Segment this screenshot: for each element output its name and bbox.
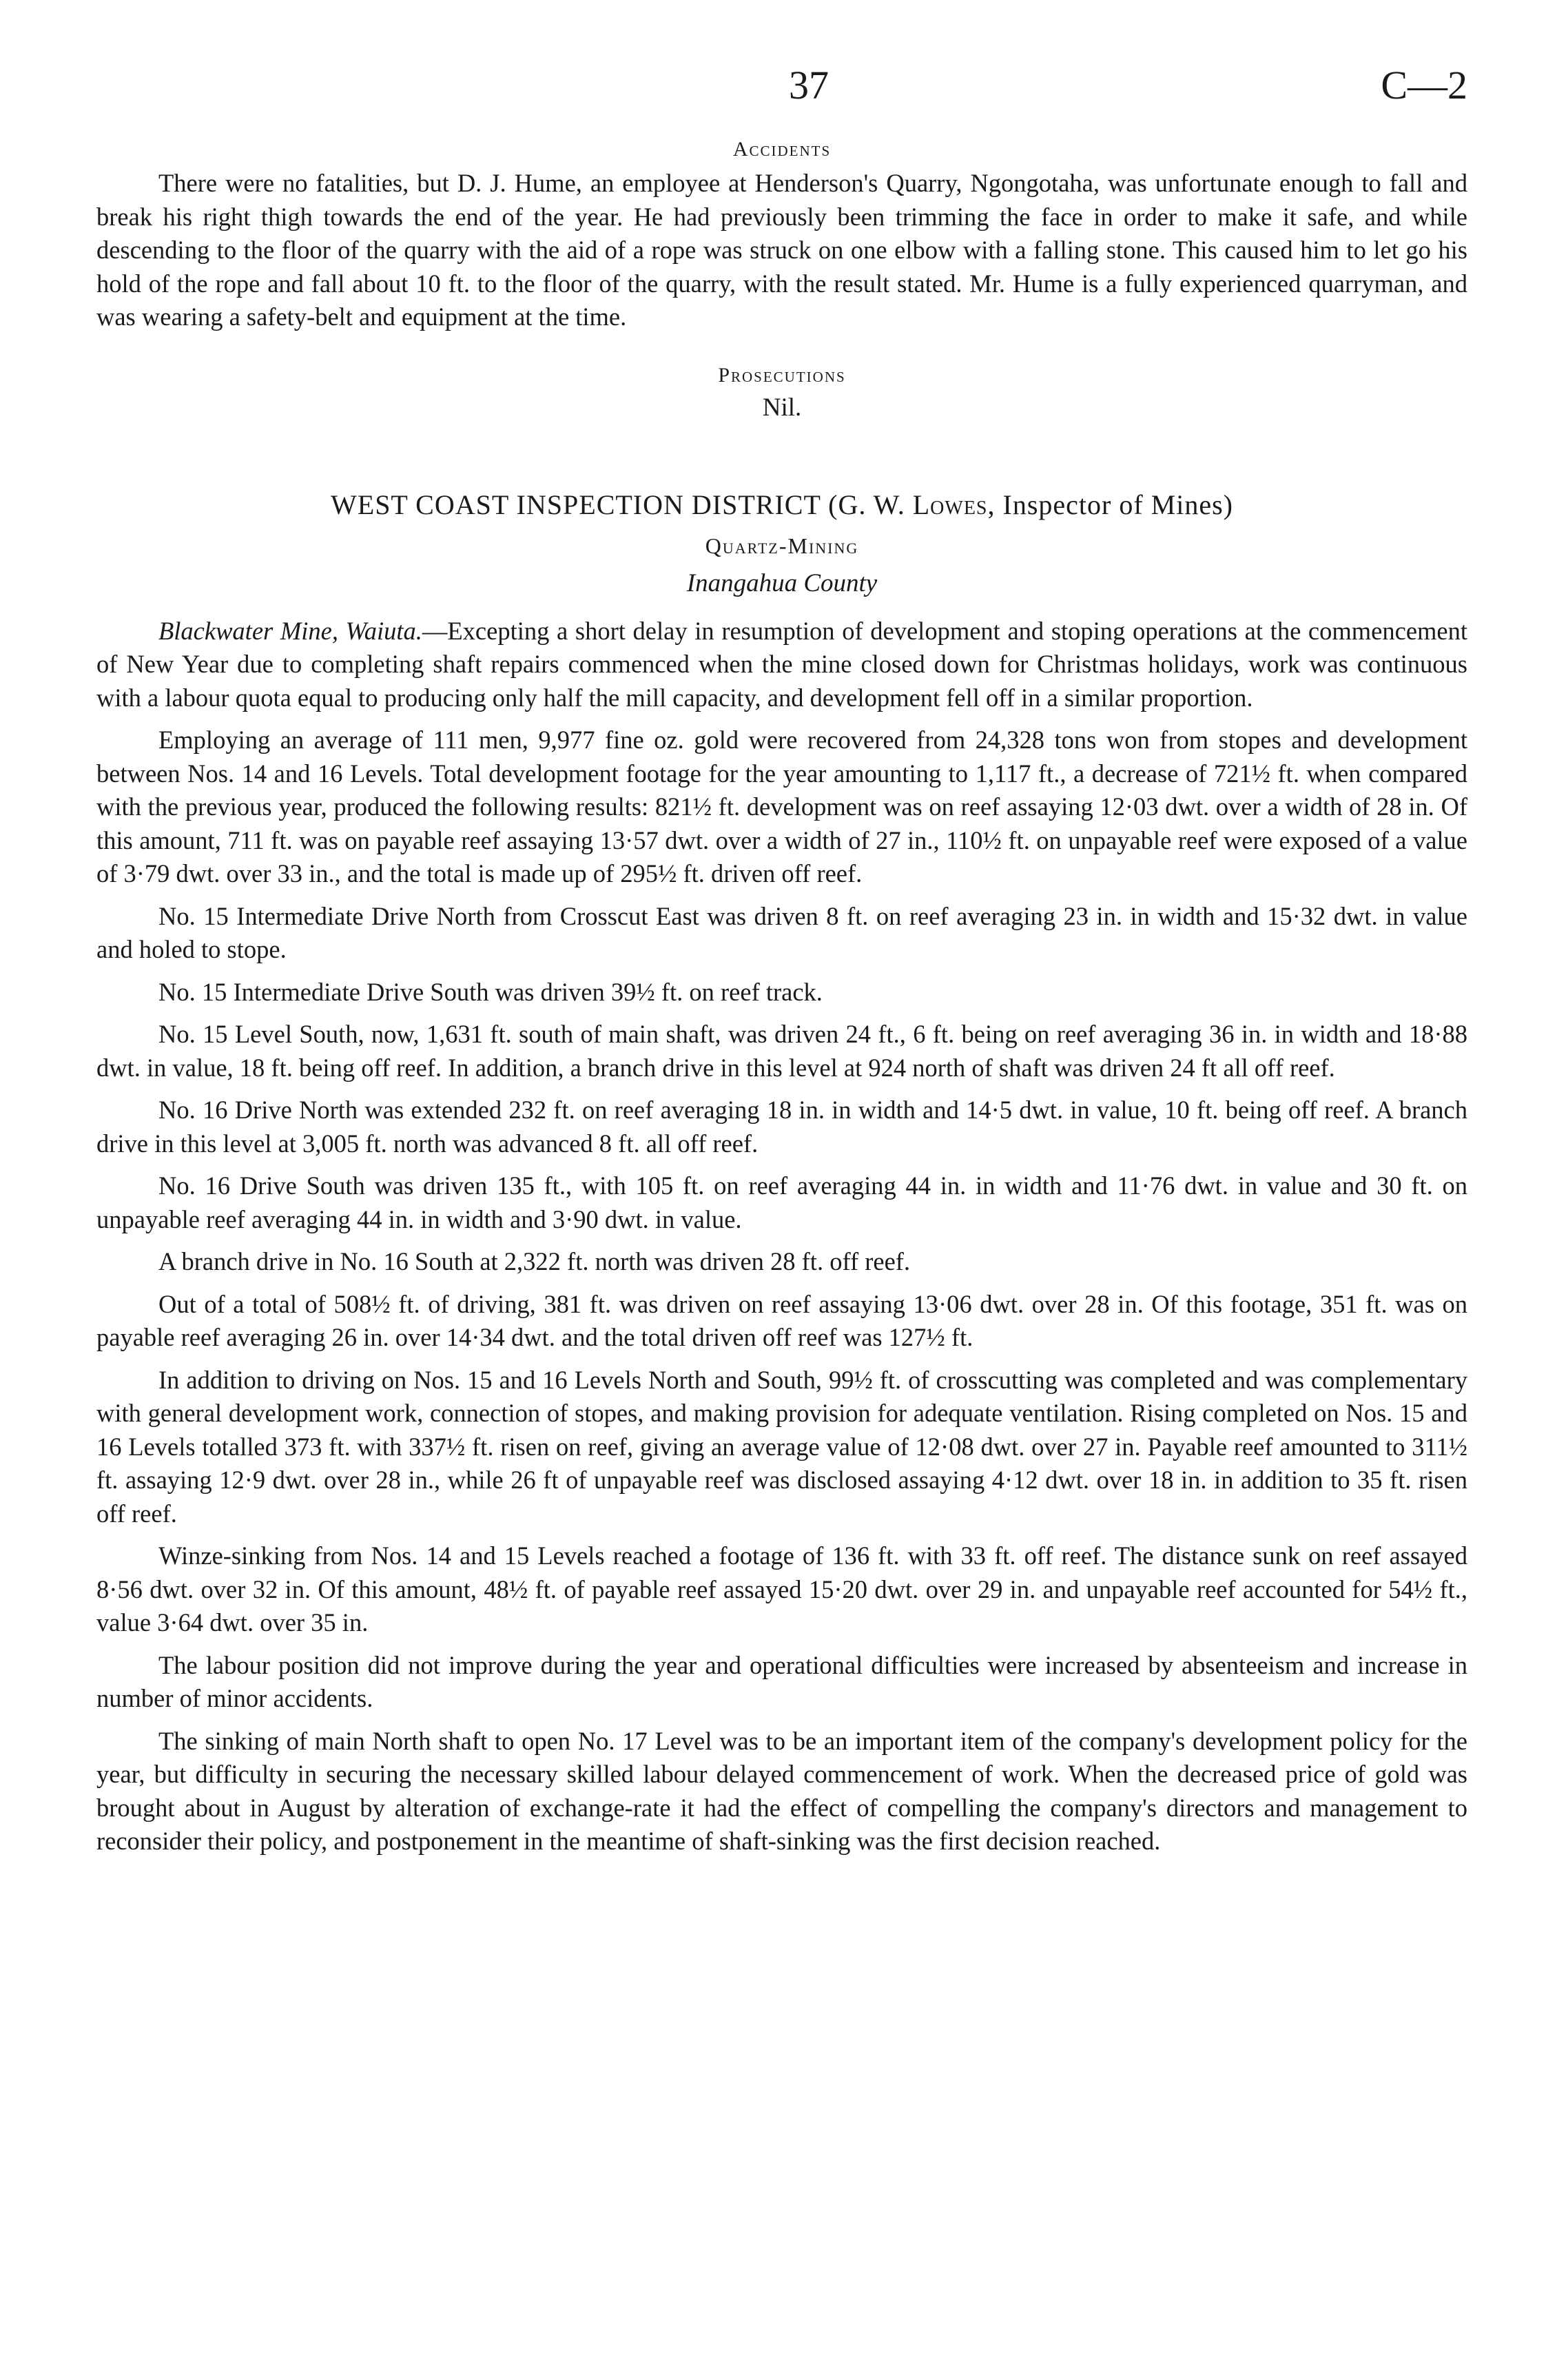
accidents-paragraph: There were no fatalities, but D. J. Hume, an employee at Henderson's Quarry, Ngongotaha, was unfortunate enough to fall and break his right thigh towards the end of the year. He had previously been trimming the face in order to make it safe, and while descending to the floor of the quarry with the aid of a rope was struck on one elbow with a falling stone. This caused him to let go his hold of the rope and fall about 10 ft. to the floor of the quarry, with the result stated. Mr. Hume is a fully experienced quarryman, and was wearing a safety-belt and equipment at the time. <box>96 169 1467 331</box>
county-heading: Inangahua County <box>686 568 878 597</box>
quartz-mining-heading: Quartz-Mining <box>705 533 859 558</box>
page-reference: C—2 <box>1381 63 1467 107</box>
document-page <box>96 62 1467 1867</box>
inspector-name: Lowes <box>912 489 988 520</box>
body-paragraph: No. 15 Intermediate Drive South was driven 39½ ft. on reef track. <box>158 977 823 1006</box>
body-paragraph: In addition to driving on Nos. 15 and 16 Levels North and South, 99½ ft. of crosscutting was completed and was complementary with general development work, connection of stopes, and making provision for adequate ventilation. Rising completed on Nos. 15 and 16 Levels totalled 373 ft. with 337½ ft. risen on reef, giving an average value of 12·08 dwt. over 27 in. Payable reef amounted to 311½ ft. assaying 12·9 dwt. over 28 in., while 26 ft of unpayable reef was disclosed assaying 4·12 dwt. over 18 in. in addition to 35 ft. risen off reef. <box>96 1365 1467 1528</box>
body-paragraph: The labour position did not improve during the year and operational difficulties were increased by absenteeism and increase in number of minor accidents. <box>96 1650 1467 1712</box>
body-paragraph: No. 16 Drive North was extended 232 ft. on reef averaging 18 in. in width and 14·5 dwt. in value, 10 ft. being off reef. A branch drive in this level at 3,005 ft. north was advanced 8 ft. all off reef. <box>96 1096 1467 1158</box>
body-paragraph: No. 16 Drive South was driven 135 ft., with 105 ft. on reef averaging 44 in. in width and 11·76 dwt. in value and 30 ft. on unpayable reef averaging 44 in. in width and 3·90 dwt. in value. <box>96 1171 1467 1233</box>
page-header <box>96 62 1467 138</box>
prosecutions-value: Nil. <box>762 393 802 422</box>
body-paragraph: The sinking of main North shaft to open No. 17 Level was to be an important item of the company's development policy for the year, but difficulty in securing the necessary skilled labour delayed commencement of work. When the decreased price of gold was brought about in August by alteration of exchange-rate it had the effect of compelling the company's directors and management to reconsider their policy, and postponement in the meantime of shaft-sinking was the first decision reached. <box>96 1726 1467 1855</box>
page-number: 37 <box>789 63 829 107</box>
body-paragraph: A branch drive in No. 16 South at 2,322 ft. north was driven 28 ft. off reef. <box>158 1247 911 1275</box>
body-paragraph: Winze-sinking from Nos. 14 and 15 Levels reached a footage of 136 ft. with 33 ft. off reef. The distance sunk on reef assayed 8·56 dwt. over 32 in. Of this amount, 48½ ft. of payable reef assayed 15·20 dwt. over 29 in. and unpayable reef accounted for 54½ ft., value 3·64 dwt. over 35 in. <box>96 1541 1467 1637</box>
body-paragraph: Employing an average of 111 men, 9,977 fine oz. gold were recovered from 24,328 tons won from stopes and development between Nos. 14 and 16 Levels. Total development footage for the year amounting to 1,117 ft., a decrease of 721½ ft. when compared with the previous year, produced the following results: 821½ ft. development was on reef assaying 12·03 dwt. over a width of 28 in. Of this amount, 711 ft. was on payable reef assaying 13·57 dwt. over a width of 27 in., 110½ ft. on unpayable reef were exposed of a value of 3·79 dwt. over 33 in., and the total is made up of 295½ ft. driven off reef. <box>96 726 1467 888</box>
body-paragraph: No. 15 Level South, now, 1,631 ft. south of main shaft, was driven 24 ft., 6 ft. being on reef averaging 36 in. in width and 18·88 dwt. in value, 18 ft. being off reef. In addition, a branch drive in this level at 924 north of shaft was driven 24 ft all off reef. <box>96 1020 1467 1082</box>
mine-name: Blackwater Mine, Waiuta. <box>158 616 422 645</box>
blackwater-intro-paragraph <box>96 615 1467 715</box>
blackwater-intro-text: —Excepting a short delay in resumption of development and stoping operations at the commencement of New Year due to completing shaft repairs commenced when the mine closed down for Christmas holidays, work was continuous with a labour quota equal to producing only half the mill capacity, and development fell off in a similar proportion. <box>96 616 1468 712</box>
prosecutions-heading: Prosecutions <box>718 363 846 387</box>
body-paragraph: No. 15 Intermediate Drive North from Crosscut East was driven 8 ft. on reef averaging 23 in. in width and 15·32 dwt. in value and holed to stope. <box>96 901 1467 963</box>
accidents-heading: Accidents <box>732 138 832 161</box>
district-title-end: , Inspector of Mines) <box>987 489 1233 520</box>
district-title-start: WEST COAST INSPECTION DISTRICT (G. W. <box>331 489 913 520</box>
district-title <box>96 489 1467 521</box>
body-paragraph: Out of a total of 508½ ft. of driving, 381 ft. was driven on reef assaying 13·06 dwt. over 28 in. Of this footage, 351 ft. was on payable reef averaging 26 in. over 14·34 dwt. and the total driven off reef was 127½ ft. <box>96 1289 1467 1351</box>
